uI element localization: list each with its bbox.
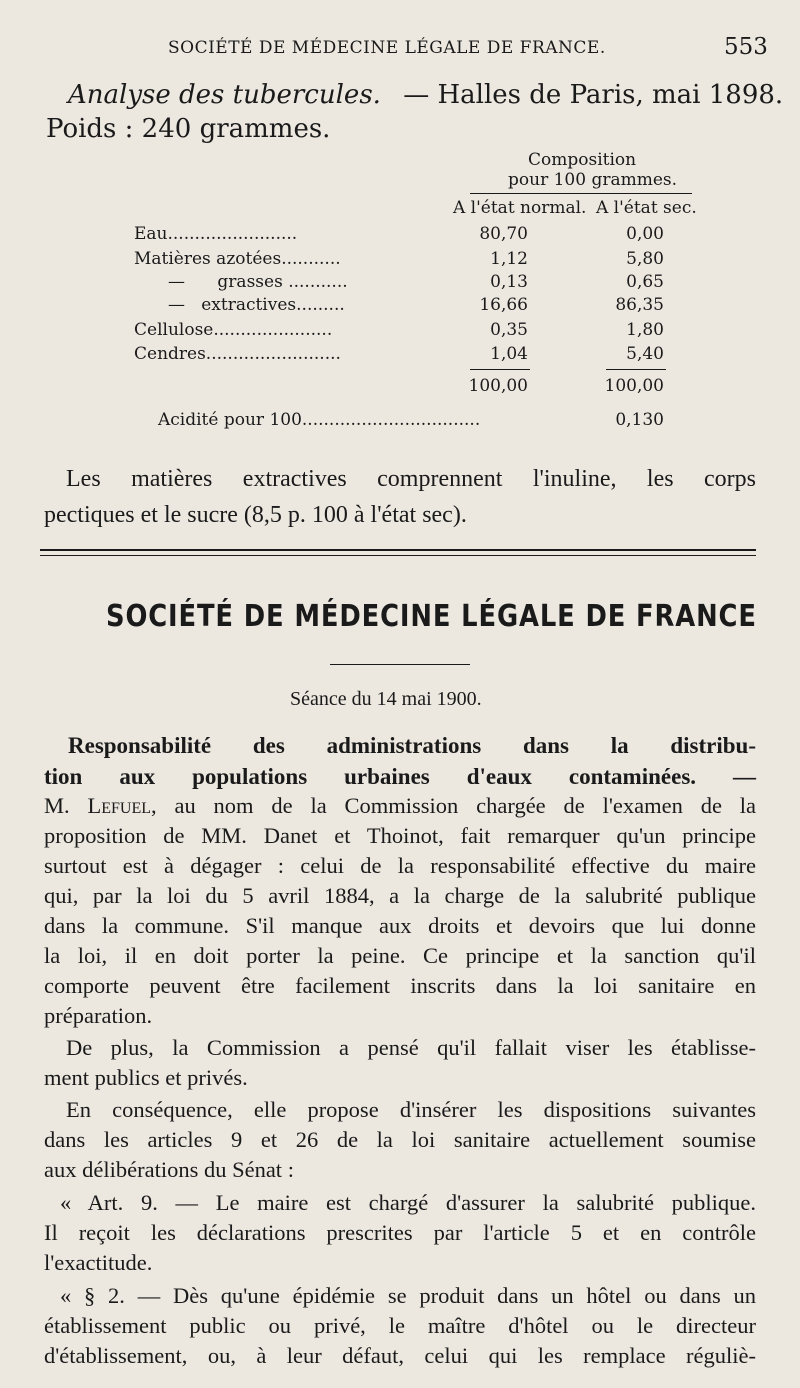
section-rule-top [40, 549, 756, 551]
title-short-rule [330, 664, 470, 665]
table-row-sec: 86,35 [615, 295, 664, 315]
header-title: SOCIÉTÉ DE MÉDECINE LÉGALE DE FRANCE. [168, 38, 606, 58]
running-header [0, 32, 800, 62]
intro-line-1 [68, 80, 783, 110]
article-line: qui, par la loi du 5 avril 1884, a la charge de la salubrité publique [44, 883, 756, 908]
table-row-sec: 5,40 [626, 344, 664, 364]
article-line: d'établissement, ou, à leur défaut, celui qui les remplace réguliè- [44, 1343, 756, 1368]
table-row-sec: 1,80 [626, 320, 664, 340]
article-title-line: tion aux populations urbaines d'eaux contaminées. — [44, 764, 756, 789]
table-group-header-1: Composition [528, 150, 637, 170]
table-row-label: Cellulose...................... [134, 320, 333, 340]
intro-analysis-title: Analyse des tubercules. [68, 80, 381, 110]
table-group-header-2: pour 100 grammes. [508, 170, 678, 190]
table-row-normal: 1,04 [490, 344, 528, 364]
article-speaker-line [44, 793, 756, 819]
table-row-sec: 0,00 [626, 224, 664, 244]
table-col-sec-header: A l'état sec. [596, 198, 697, 218]
table-row-normal: 16,66 [479, 295, 528, 315]
acidity-label: Acidité pour 100................................. [158, 410, 481, 430]
table-header-rule [470, 193, 692, 194]
article-line: dans la commune. S'il manque aux droits et devoirs que lui donne [44, 913, 756, 938]
article-line: proposition de MM. Danet et Thoinot, fait remarquer qu'un principe [44, 823, 756, 848]
intro-source: — Halles de Paris, mai 1898. [403, 80, 784, 110]
table-row-label: Cendres......................... [134, 344, 341, 364]
table-sum-rule-normal [470, 369, 530, 370]
article-line: aux délibérations du Sénat : [44, 1157, 294, 1182]
table-total-sec: 100,00 [604, 376, 664, 396]
article-line: établissement public ou privé, le maître d'hôtel ou le directeur [44, 1313, 756, 1338]
society-title: SOCIÉTÉ DE MÉDECINE LÉGALE DE FRANCE [106, 599, 757, 634]
speaker-name: M. Lefuel [44, 793, 151, 818]
article-line: préparation. [44, 1003, 153, 1028]
article-line: ment publics et privés. [44, 1065, 248, 1090]
table-row-sec: 0,65 [626, 272, 664, 292]
session-date: Séance du 14 mai 1900. [290, 688, 482, 710]
note-line: Les matières extractives comprennent l'inuline, les corps [66, 466, 756, 492]
article-line: En conséquence, elle propose d'insérer les dispositions suivantes [66, 1097, 756, 1122]
article-title-line: Responsabilité des administrations dans la distribu- [68, 733, 756, 758]
article-line: la loi, il en doit porter la peine. Ce principe et la sanction qu'il [44, 943, 756, 968]
table-row-sec: 5,80 [626, 249, 664, 269]
intro-line-2: Poids : 240 grammes. [46, 114, 331, 144]
speaker-line-rest: , au nom de la Commission chargée de l'examen de la [151, 793, 757, 818]
note-line: pectiques et le sucre (8,5 p. 100 à l'état sec). [44, 502, 467, 528]
table-row-normal: 0,13 [490, 272, 528, 292]
table-row-label: — grasses ........... [168, 272, 348, 292]
article-line: l'exactitude. [44, 1250, 153, 1275]
article-line: « § 2. — Dès qu'une épidémie se produit dans un hôtel ou dans un [60, 1283, 756, 1308]
article-line: surtout est à dégager : celui de la responsabilité effective du maire [44, 853, 756, 878]
table-sum-rule-sec [606, 369, 666, 370]
table-row-label: Matières azotées........... [134, 249, 341, 269]
article-line: dans les articles 9 et 26 de la loi sanitaire actuellement soumise [44, 1127, 756, 1152]
table-row-label: — extractives......... [168, 295, 345, 315]
table-row-normal: 80,70 [479, 224, 528, 244]
table-col-normal-header: A l'état normal. [453, 198, 587, 218]
article-line: De plus, la Commission a pensé qu'il fallait viser les établisse- [66, 1035, 756, 1060]
table-row-normal: 1,12 [490, 249, 528, 269]
table-row-normal: 0,35 [490, 320, 528, 340]
article-line: « Art. 9. — Le maire est chargé d'assurer la salubrité publique. [60, 1190, 756, 1215]
table-row-label: Eau........................ [134, 224, 298, 244]
article-line: comporte peuvent être facilement inscrits dans la loi sanitaire en [44, 973, 756, 998]
table-total-normal: 100,00 [468, 376, 528, 396]
section-rule-bottom [40, 555, 756, 556]
page-number: 553 [724, 34, 768, 60]
acidity-value: 0,130 [615, 410, 664, 430]
article-line: Il reçoit les déclarations prescrites par l'article 5 et en contrôle [44, 1220, 756, 1245]
